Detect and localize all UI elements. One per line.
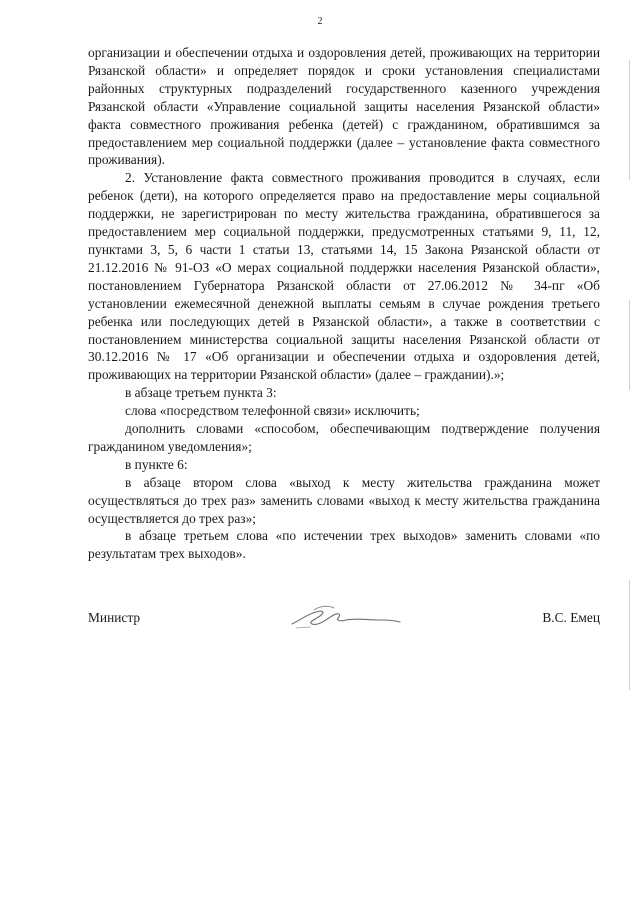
paragraph-replace-second: в абзаце втором слова «выход к месту жительства гражданина может осуществляться до трех раз» заменить словами «выход к месту жительства гражданина осуществляется до трех раз»; [88, 474, 600, 526]
handwritten-signature [286, 600, 406, 634]
signatory-title: Министр [88, 610, 141, 625]
scan-edge-mark [629, 300, 630, 390]
paragraph-amend-point-3: в абзаце третьем пункта 3: [125, 385, 277, 401]
document-body [88, 44, 600, 563]
paragraph-delete-words: слова «посредством телефонной связи» исключить; [125, 403, 420, 419]
paragraph-add-words: дополнить словами «способом, обеспечивающим подтверждение получения гражданином уведомления»; [88, 421, 600, 454]
paragraph-continuation: организации и обеспечении отдыха и оздоровления детей, проживающих на территории Рязанской области» и определяет порядок и сроки установления специалистами районных структурных подразделений государственного казенного учреждения Рязанской области «Управление социальной защиты населения Рязанской области» факта совместного проживания ребенка (детей) с гражданином, обратившимся за предоставлением мер социальной поддержки (далее – установление факта совместного проживания). [88, 45, 600, 168]
signature-block [88, 606, 600, 636]
paragraph-replace-third: в абзаце третьем слова «по истечении трех выходов» заменить словами «по результатам трех выходов». [88, 528, 600, 562]
paragraph-point-2: 2. Установление факта совместного проживания проводится в случаях, если ребенок (дети), на которого определяется право на предоставление меры социальной поддержки, не зарегистрирован по месту жительства гражданина, обратившегося за предоставлением мер социальной поддержки, предусмотренных статьями 9, 11, 12, пунктами 3, 5, 6 части 1 статьи 13, статьями 14, 15 Закона Рязанской области от 21.12.2016 № 91-ОЗ «О мерах социальной поддержки населения Рязанской области», постановлением Губернатора Рязанской области от 27.06.2012 № 34-пг «Об установлении ежемесячной денежной выплаты семьям в случае рождения третьего ребенка или последующих детей в Рязанской области», а также в соответствии с постановлением министерства социальной защиты населения Рязанской области от 30.12.2016 № 17 «Об организации и обеспечении отдыха и оздоровления детей, проживающих на территории Рязанской области» (далее – граждании).»; [88, 170, 600, 383]
page-number: 2 [317, 16, 323, 27]
signatory-name: В.С. Емец [542, 610, 600, 625]
scan-edge-mark [629, 60, 630, 180]
scan-edge-mark [629, 580, 630, 690]
paragraph-amend-point-6: в пункте 6: [125, 456, 188, 472]
